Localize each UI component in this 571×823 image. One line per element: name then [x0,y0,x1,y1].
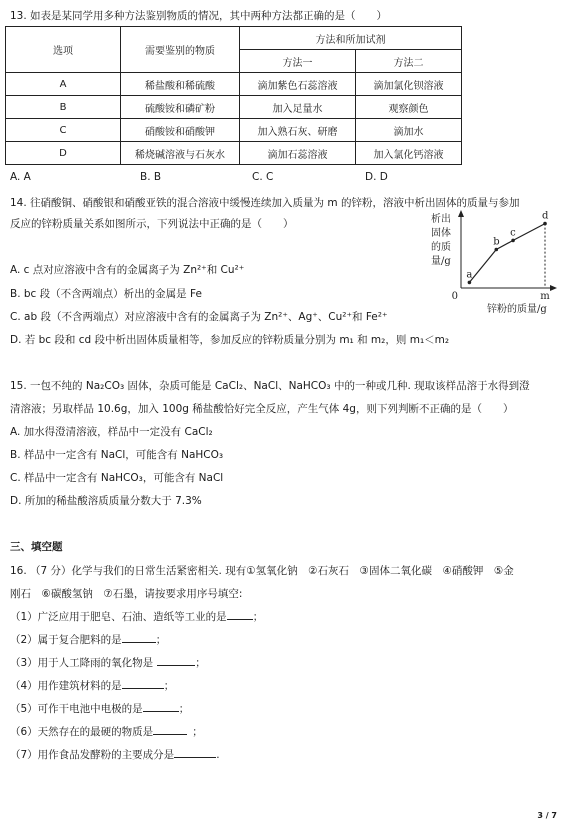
point-label-d: d [542,210,549,222]
section-title: 三、填空题 [10,541,63,553]
answer-blank[interactable] [122,688,164,689]
cell-method-2: 加入氯化钙溶液 [356,142,462,165]
x-tick-label: m [540,291,550,302]
q15-option-d: D. 所加的稀盐酸溶质质量分数大于 7.3% [10,495,202,507]
cell-method-2: 观察颜色 [356,96,462,119]
point-label-c: c [510,227,516,239]
y-axis-arrow [458,210,464,217]
x-axis-arrow [550,285,557,291]
cell-option: D [6,142,121,165]
answer-blank[interactable] [122,642,156,643]
point-label-a: a [466,269,473,281]
q16-item-5: （5）可作干电池中电极的是 ； [10,703,190,715]
table-row [6,142,462,165]
y-axis-label-line: 固体 [431,228,451,239]
answer-blank[interactable] [174,757,216,758]
cell-option: B [6,96,121,119]
y-axis-label-line: 的质 [431,242,451,253]
data-point-b [494,248,498,252]
q13-answer-b: B. B [140,171,162,183]
y-axis-label-line: 析出 [431,214,451,225]
q16-item-7: （7）用作食品发酵粉的主要成分是 . [10,749,220,761]
q14-option-a: A. c 点对应溶液中含有的金属离子为 Zn²⁺和 Cu²⁺ [10,264,245,276]
q14-chart [425,208,565,320]
q16-item-2: （2）属于复合肥料的是 ； [10,634,167,646]
q14-stem-2: 反应的锌粉质量关系如图所示，下列说法中正确的是（ ） [10,218,294,230]
q13-answer-c: C. C [252,171,274,183]
data-point-c [511,239,515,243]
q16-item-1: （1）广泛应用于肥皂、石油、造纸等工业的是 ； [10,611,264,623]
cell-substance: 稀烧碱溶液与石灰水 [121,142,240,165]
q14-option-b: B. bc 段（不含两端点）析出的金属是 Fe [10,288,202,300]
cell-method-2: 滴加水 [356,119,462,142]
table-row [6,96,462,119]
data-point-d [543,222,547,226]
header-option: 选项 [6,27,121,73]
header-method-1: 方法一 [240,50,356,73]
cell-method-1: 加入足量水 [240,96,356,119]
page-number: 3 / 7 [537,811,557,820]
q16-item-6: （6）天然存在的最硬的物质是 ； [10,726,203,738]
cell-substance: 硫酸铵和磷矿粉 [121,96,240,119]
cell-option: A [6,73,121,96]
y-axis-label-line: 量/g [431,256,451,267]
q13-table [5,26,462,165]
q13-answer-a: A. A [10,171,31,183]
q16-item-4: （4）用作建筑材料的是 ； [10,680,175,692]
q16-stem-1: 16. （7 分）化学与我们的日常生活紧密相关. 现有①氢氧化钠 ②石灰石 ③固体二氧化碳 ④硝酸钾 ⑤金 [10,565,514,577]
cell-option: C [6,119,121,142]
q15-option-c: C. 样品中一定含有 NaHCO₃，可能含有 NaCl [10,472,224,484]
cell-method-1: 滴加紫色石蕊溶液 [240,73,356,96]
q14-option-d: D. 若 bc 段和 cd 段中析出固体质量相等，参加反应的锌粉质量分别为 m₁ 和 m₂，则 m₁＜m₂ [10,334,450,346]
point-label-b: b [493,236,500,248]
header-method-2: 方法二 [356,50,462,73]
table-row [6,119,462,142]
cell-substance: 硝酸铵和硝酸钾 [121,119,240,142]
origin-label: 0 [451,291,458,302]
cell-substance: 稀盐酸和稀硫酸 [121,73,240,96]
x-axis-label: 锌粉的质量/g [487,304,547,315]
cell-method-1: 加入熟石灰、研磨 [240,119,356,142]
q14-option-c: C. ab 段（不含两端点）对应溶液中含有的金属离子为 Zn²⁺、Ag⁺、Cu²⁺和 Fe²⁺ [10,311,388,323]
q15-option-a: A. 加水得澄清溶液，样品中一定没有 CaCl₂ [10,426,213,438]
data-point-a [468,281,472,285]
answer-blank[interactable] [157,665,195,666]
q15-stem-2: 清溶液；另取样品 10.6g，加入 100g 稀盐酸恰好完全反应，产生气体 4g，则下列判断不正确的是（ ） [10,403,514,415]
y-axis-label [431,212,451,267]
q13-stem: 13. 如表是某同学用多种方法鉴别物质的情况，其中两种方法都正确的是（ ） [10,10,388,22]
answer-blank[interactable] [143,711,179,712]
q16-item-3: （3）用于人工降雨的氧化物是 ； [10,657,206,669]
q15-option-b: B. 样品中一定含有 NaCl，可能含有 NaHCO₃ [10,449,224,461]
q15-stem-1: 15. 一包不纯的 Na₂CO₃ 固体，杂质可能是 CaCl₂、NaCl、NaHCO₃ 中的一种或几种. 现取该样品溶于水得到澄 [10,380,530,392]
header-substance: 需要鉴别的物质 [121,27,240,73]
cell-method-2: 滴加氯化钡溶液 [356,73,462,96]
q13-answer-d: D. D [365,171,388,183]
cell-method-1: 滴加石蕊溶液 [240,142,356,165]
header-method: 方法和所加试剂 [240,27,462,50]
series-line [469,224,545,283]
q14-stem-1: 14. 往硝酸铜、硝酸银和硝酸亚铁的混合溶液中缓慢连续加入质量为 m 的锌粉，溶液中析出固体的质量与参加 [10,197,520,209]
q16-stem-2: 刚石 ⑥碳酸氢钠 ⑦石墨，请按要求用序号填空: [10,588,243,600]
answer-blank[interactable] [153,734,187,735]
answer-blank[interactable] [227,619,253,620]
table-row [6,73,462,96]
